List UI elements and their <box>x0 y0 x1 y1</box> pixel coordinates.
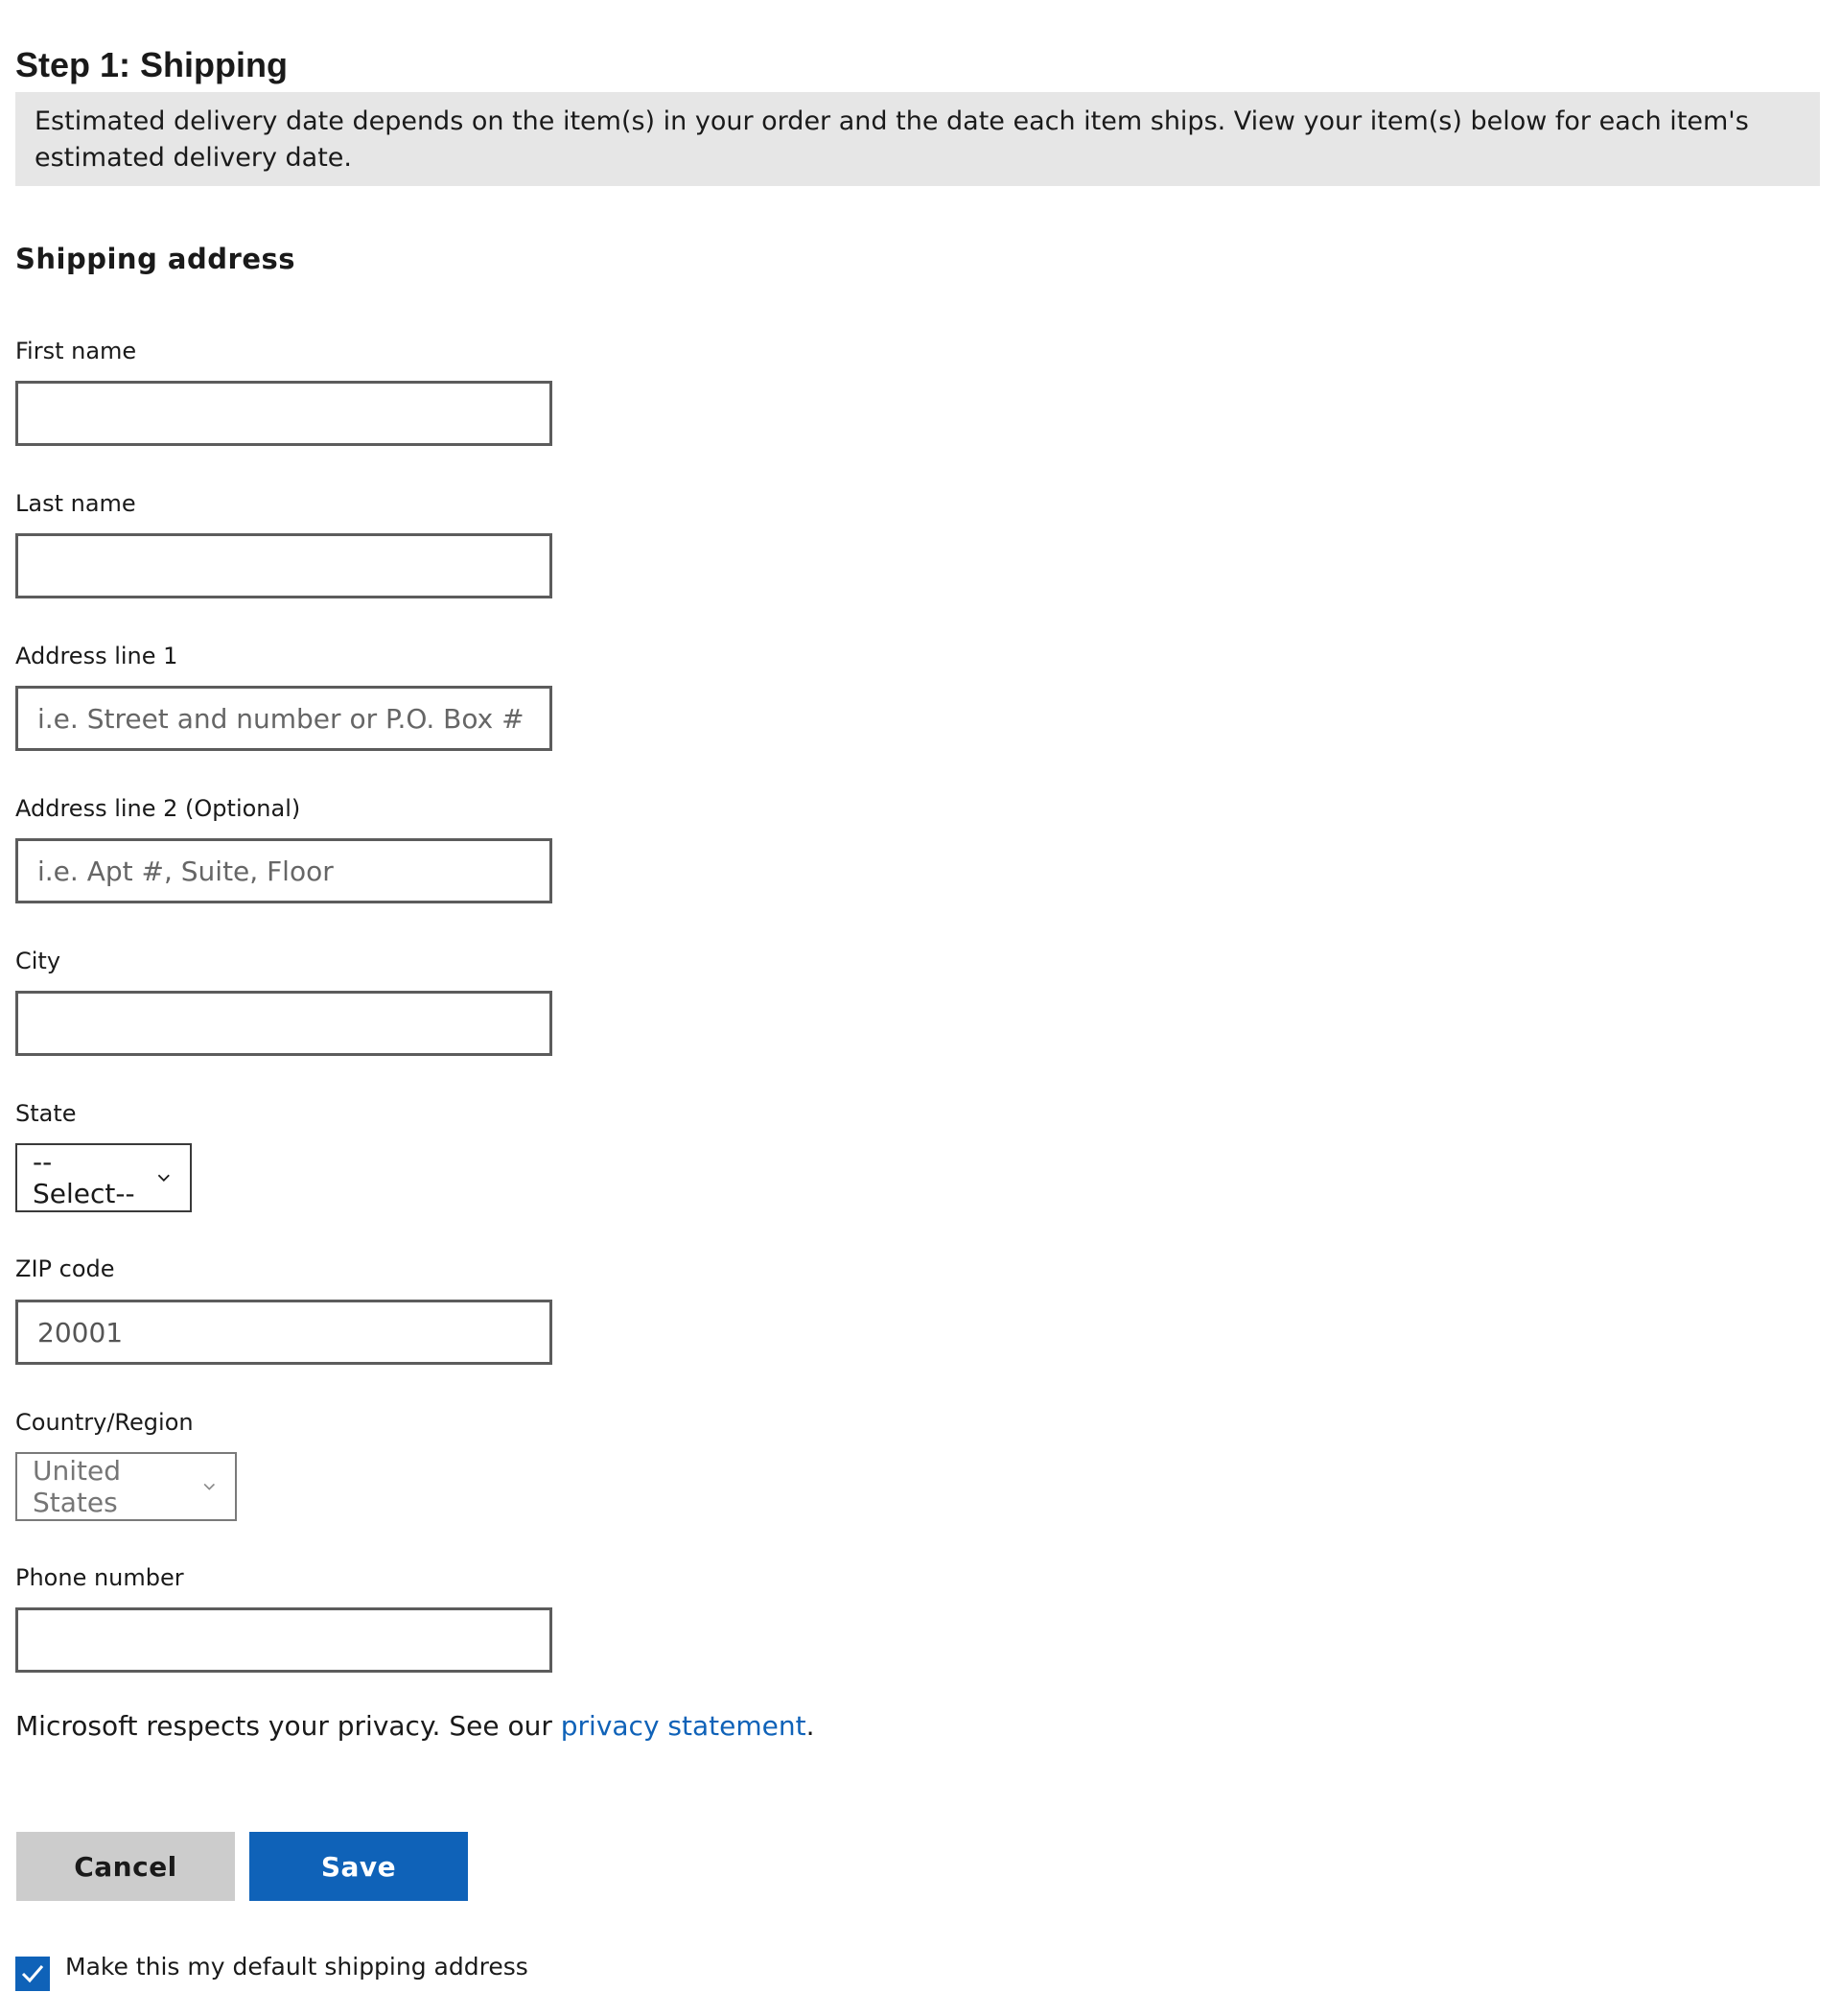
city-input[interactable] <box>15 991 552 1056</box>
privacy-text: Microsoft respects your privacy. See our <box>15 1710 561 1742</box>
privacy-notice <box>15 1707 814 1746</box>
delivery-notice: Estimated delivery date depends on the item(s) in your order and the date each item ships. View your item(s) below for each item's estimated delivery date. <box>15 92 1820 186</box>
state-selected-value: --Select-- <box>33 1146 135 1209</box>
default-address-label: Make this my default shipping address <box>65 1953 528 1981</box>
default-address-checkbox[interactable] <box>15 1957 50 1991</box>
phone-number-label: Phone number <box>15 1564 184 1591</box>
state-label: State <box>15 1100 77 1127</box>
zip-code-input[interactable] <box>15 1300 552 1365</box>
country-region-select <box>15 1452 237 1521</box>
city-label: City <box>15 948 61 974</box>
checkmark-icon <box>19 1960 46 1987</box>
address-line2-input[interactable] <box>15 838 552 903</box>
zip-code-label: ZIP code <box>15 1255 115 1282</box>
save-button[interactable]: Save <box>249 1832 468 1901</box>
first-name-input[interactable] <box>15 381 552 446</box>
default-address-row <box>15 1943 528 1991</box>
address-line1-input[interactable] <box>15 686 552 751</box>
address-line1-label: Address line 1 <box>15 643 178 669</box>
address-line2-label: Address line 2 (Optional) <box>15 795 301 822</box>
cancel-button[interactable]: Cancel <box>16 1832 235 1901</box>
shipping-address-heading: Shipping address <box>15 243 296 275</box>
last-name-label: Last name <box>15 490 136 517</box>
country-selected-value: United States <box>33 1455 121 1518</box>
chevron-down-icon <box>153 1166 175 1189</box>
first-name-label: First name <box>15 338 137 364</box>
state-select[interactable] <box>15 1143 192 1212</box>
privacy-statement-link[interactable]: privacy statement <box>560 1710 806 1742</box>
privacy-suffix: . <box>805 1710 815 1742</box>
last-name-input[interactable] <box>15 533 552 598</box>
country-region-label: Country/Region <box>15 1409 194 1436</box>
chevron-down-icon <box>199 1475 220 1498</box>
step-title: Step 1: Shipping <box>15 45 288 84</box>
phone-number-input[interactable] <box>15 1607 552 1673</box>
